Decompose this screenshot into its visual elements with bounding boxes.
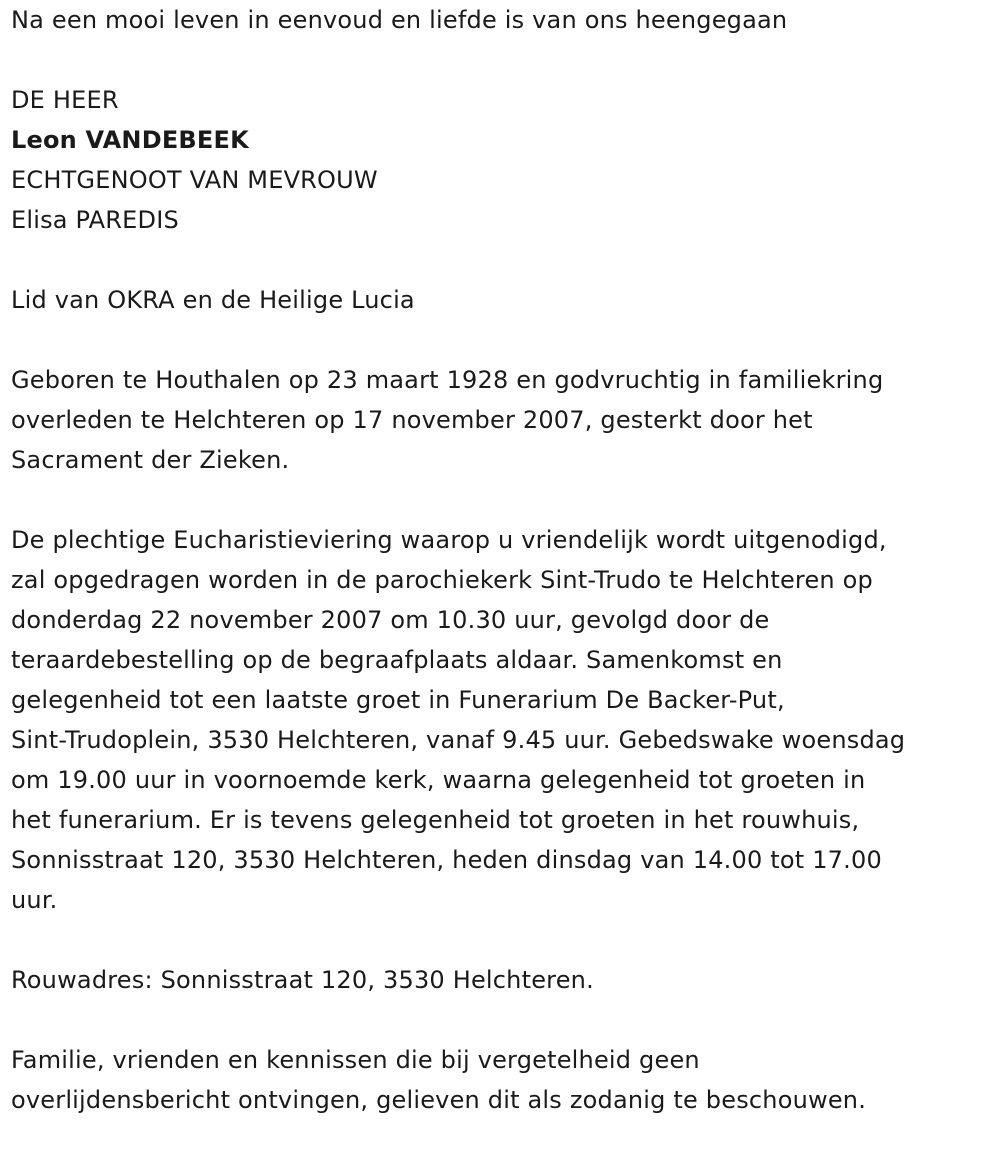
closing-paragraph <box>11 1040 991 1120</box>
spacer <box>11 480 991 520</box>
paragraph-line: zal opgedragen worden in de parochiekerk Sint-Trudo te Helchteren op <box>11 566 873 594</box>
paragraph-line: Sint-Trudoplein, 3530 Helchteren, vanaf 9.45 uur. Gebedswake woensdag <box>11 726 906 754</box>
relation-text: ECHTGENOOT VAN MEVROUW <box>11 166 378 194</box>
paragraph-line: uur. <box>11 886 58 914</box>
paragraph-line: teraardebestelling op de begraafplaats aldaar. Samenkomst en <box>11 646 783 674</box>
paragraph-line: overleden te Helchteren op 17 november 2007, gesterkt door het <box>11 406 813 434</box>
spacer <box>11 40 991 80</box>
paragraph-line: gelegenheid tot een laatste groet in Funerarium De Backer-Put, <box>11 686 785 714</box>
paragraph-line: Sacrament der Zieken. <box>11 446 290 474</box>
mourning-address: Rouwadres: Sonnisstraat 120, 3530 Helchteren. <box>11 966 594 994</box>
paragraph-line: De plechtige Eucharistieviering waarop u vriendelijk wordt uitgenodigd, <box>11 526 887 554</box>
paragraph-line: om 19.00 uur in voornoemde kerk, waarna gelegenheid tot groeten in <box>11 766 866 794</box>
spacer <box>11 240 991 280</box>
spacer <box>11 320 991 360</box>
paragraph-line: Familie, vrienden en kennissen die bij vergetelheid geen <box>11 1046 700 1074</box>
deceased-name: Leon VANDEBEEK <box>11 126 249 154</box>
paragraph-line: het funerarium. Er is tevens gelegenheid tot groeten in het rouwhuis, <box>11 806 860 834</box>
funeral-paragraph <box>11 520 991 920</box>
spouse-name: Elisa PAREDIS <box>11 206 179 234</box>
membership-text: Lid van OKRA en de Heilige Lucia <box>11 286 415 314</box>
paragraph-line: Sonnisstraat 120, 3530 Helchteren, heden dinsdag van 14.00 tot 17.00 <box>11 846 882 874</box>
paragraph-line: donderdag 22 november 2007 om 10.30 uur, gevolgd door de <box>11 606 770 634</box>
intro-text: Na een mooi leven in eenvoud en liefde is van ons heengegaan <box>11 6 788 34</box>
spacer <box>11 1000 991 1040</box>
obituary-notice <box>11 0 991 1120</box>
paragraph-line: Geboren te Houthalen op 23 maart 1928 en godvruchtig in familiekring <box>11 366 884 394</box>
spacer <box>11 920 991 960</box>
paragraph-line: overlijdensbericht ontvingen, gelieven dit als zodanig te beschouwen. <box>11 1086 867 1114</box>
title-prefix: DE HEER <box>11 86 119 114</box>
birth-death-paragraph <box>11 360 991 480</box>
